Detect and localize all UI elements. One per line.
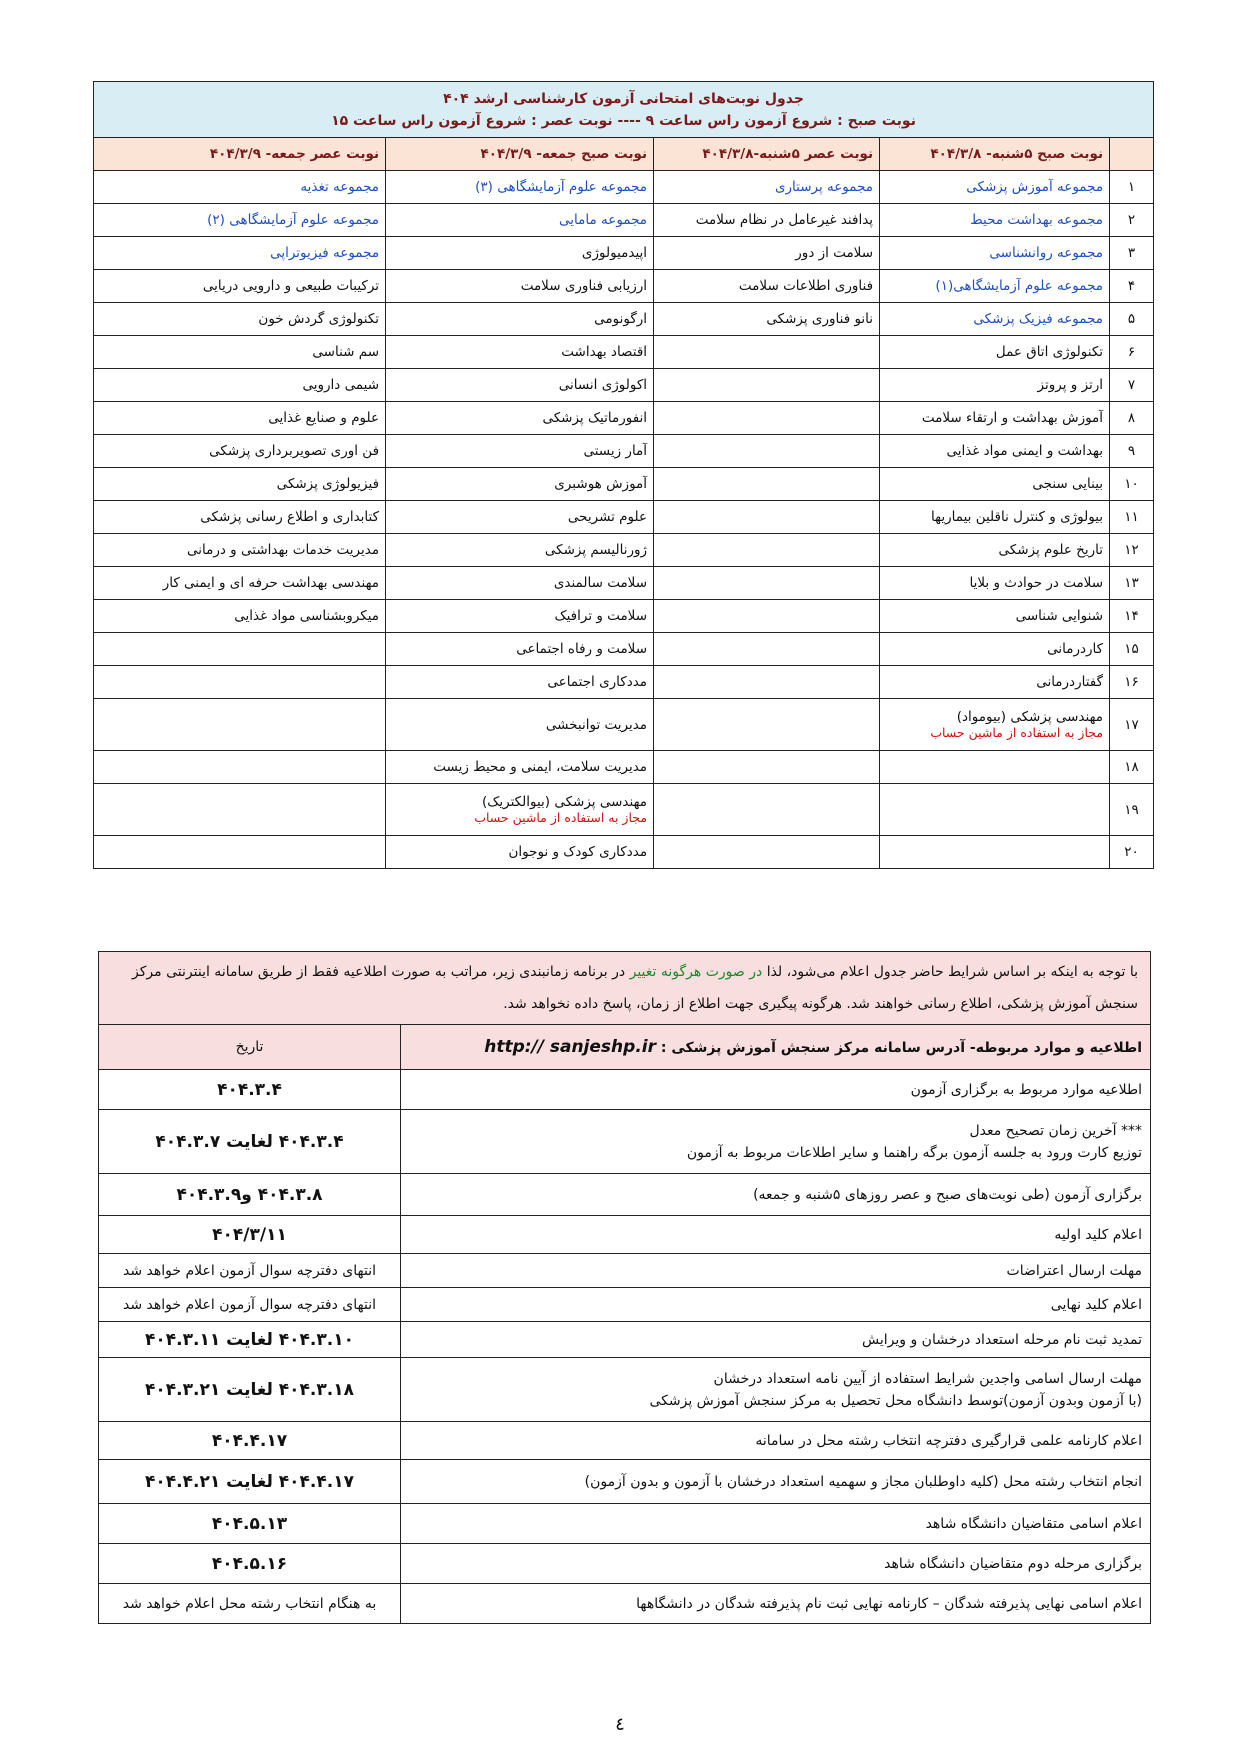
- course-name: انفورماتیک پزشکی: [542, 410, 648, 426]
- schedule-cell: [880, 836, 1110, 869]
- notice-box: [99, 952, 1151, 1025]
- timeline-item-text: انجام انتخاب رشته محل (کلیه داوطلبان مجاز و سهمیه استعداد درخشان با آزمون و بدون آزمون): [584, 1473, 1142, 1490]
- timeline-item-text: برگزاری آزمون (طی نوبت‌های صبح و عصر روزهای ۵شنبه و جمعه): [753, 1186, 1142, 1203]
- schedule-cell: [880, 666, 1110, 699]
- schedule-row: [94, 633, 1154, 666]
- schedule-row: [94, 435, 1154, 468]
- timeline-item-text: مهلت ارسال اعتراضات: [1006, 1262, 1142, 1279]
- schedule-row: [94, 836, 1154, 869]
- schedule-cell: [94, 270, 386, 303]
- row-number: ۹: [1110, 435, 1154, 468]
- timeline-row: [99, 1254, 1151, 1288]
- timeline-item-header: [401, 1025, 1151, 1070]
- row-number: ۱۹: [1110, 784, 1154, 836]
- row-number: ۱۲: [1110, 534, 1154, 567]
- timeline-date: ۴۰۴/۳/۱۱: [99, 1216, 401, 1254]
- timeline-item-text: اعلام کارنامه علمی قرارگیری دفترچه انتخاب رشته محل در سامانه: [755, 1432, 1142, 1449]
- timeline-item: [401, 1504, 1151, 1544]
- timeline-item: [401, 1216, 1151, 1254]
- schedule-cell: [654, 237, 880, 270]
- schedule-row: [94, 567, 1154, 600]
- schedule-cell: [654, 600, 880, 633]
- schedule-cell: [94, 237, 386, 270]
- timeline-date: ۴۰۴.۳.۱۰ لغایت ۴۰۴.۳.۱۱: [99, 1322, 401, 1358]
- schedule-cell: [880, 303, 1110, 336]
- schedule-row: [94, 336, 1154, 369]
- course-name: ارگونومی: [594, 311, 648, 327]
- course-name: تاریخ علوم پزشکی: [998, 542, 1104, 558]
- schedule-cell: [94, 501, 386, 534]
- course-name: بهداشت و ایمنی مواد غذایی: [946, 443, 1104, 459]
- course-name: نانو فناوری پزشکی: [766, 311, 874, 327]
- header-fri-afternoon: نوبت عصر جمعه- ۴۰۴/۳/۹: [94, 138, 386, 171]
- schedule-cell: [94, 204, 386, 237]
- schedule-cell: [654, 534, 880, 567]
- schedule-cell: [386, 501, 654, 534]
- course-name: فیزیولوژی پزشکی: [276, 476, 380, 492]
- schedule-cell: [880, 600, 1110, 633]
- schedule-cell: [386, 699, 654, 751]
- notice-text-a: با توجه به اینکه بر اساس شرایط حاضر جدول اعلام می‌شود، لذا: [766, 964, 1138, 980]
- row-number: ۵: [1110, 303, 1154, 336]
- schedule-cell: [880, 699, 1110, 751]
- course-name: مجموعه علوم آزمایشگاهی (۳): [475, 179, 648, 195]
- timeline-date: انتهای دفترچه سوال آزمون اعلام خواهد شد: [99, 1254, 401, 1288]
- schedule-cell: [654, 836, 880, 869]
- course-name: تکنولوژی اتاق عمل: [995, 344, 1104, 360]
- course-name: گفتاردرمانی: [1036, 674, 1104, 690]
- course-name: مجموعه مامایی: [559, 212, 648, 228]
- schedule-cell: [386, 468, 654, 501]
- course-name: ترکیبات طبیعی و دارویی دریایی: [202, 278, 380, 294]
- schedule-cell: [654, 468, 880, 501]
- schedule-subtitle: نوبت صبح : شروع آزمون راس ساعت ۹ ---- نوبت عصر : شروع آزمون راس ساعت ۱۵: [331, 112, 916, 129]
- timeline-item: [401, 1110, 1151, 1174]
- timeline-header-row: [99, 1025, 1151, 1070]
- course-name: فناوری اطلاعات سلامت: [738, 278, 874, 294]
- course-name: مجموعه بهداشت محیط: [970, 212, 1104, 228]
- course-name: علوم و صنایع غذایی: [268, 410, 380, 426]
- timeline-row: [99, 1216, 1151, 1254]
- course-name: مجموعه آموزش پزشکی: [966, 179, 1104, 195]
- course-name: شیمی دارویی: [302, 377, 380, 393]
- course-name: بیولوژی و کنترل ناقلین بیماریها: [931, 509, 1104, 525]
- row-number: ۱۱: [1110, 501, 1154, 534]
- course-name: تکنولوژی گردش خون: [258, 311, 380, 327]
- schedule-title: جدول نوبت‌های امتحانی آزمون کارشناسی ارشد ۴۰۴: [443, 90, 804, 107]
- schedule-row: [94, 751, 1154, 784]
- schedule-cell: [386, 836, 654, 869]
- row-number: ۱۷: [1110, 699, 1154, 751]
- timeline-date: ۴۰۴.۵.۱۶: [99, 1544, 401, 1584]
- course-name: کاردرمانی: [1047, 641, 1104, 657]
- schedule-cell: [386, 402, 654, 435]
- schedule-cell: [654, 784, 880, 836]
- schedule-cell: [386, 303, 654, 336]
- schedule-row: [94, 237, 1154, 270]
- schedule-cell: [654, 633, 880, 666]
- course-name: مجموعه روانشناسی: [989, 245, 1104, 261]
- course-name: سلامت و رفاه اجتماعی: [516, 641, 648, 657]
- timeline-item-text: اعلام اسامی نهایی پذیرفته شدگان – کارنامه نهایی ثبت نام پذیرفته شدگان در دانشگاهها: [636, 1595, 1142, 1612]
- timeline-date: ۴۰۴.۴.۱۷ لغایت ۴۰۴.۴.۲۱: [99, 1460, 401, 1504]
- course-name: سلامت و ترافیک: [554, 608, 648, 624]
- timeline-item-text: اعلام کلید نهایی: [1050, 1296, 1142, 1313]
- schedule-cell: [880, 237, 1110, 270]
- schedule-cell: [94, 435, 386, 468]
- timeline-item-text: تمدید ثبت نام مرحله استعداد درخشان و ویرایش: [862, 1331, 1142, 1348]
- timeline-row: [99, 1584, 1151, 1624]
- course-name: مددکاری کودک و نوجوان: [508, 844, 648, 860]
- schedule-title-cell: [94, 82, 1154, 138]
- schedule-cell: [94, 699, 386, 751]
- schedule-row: [94, 204, 1154, 237]
- item-header-label: اطلاعیه و موارد مربوطه- آدرس سامانه مرکز سنجش آموزش پزشکی :: [660, 1040, 1142, 1056]
- calculator-note: مجاز به استفاده از ماشین حساب: [474, 810, 648, 825]
- schedule-cell: [386, 600, 654, 633]
- timeline-date: ۴۰۴.۳.۴ لغایت ۴۰۴.۳.۷: [99, 1110, 401, 1174]
- schedule-cell: [880, 369, 1110, 402]
- schedule-row: [94, 784, 1154, 836]
- timeline-date: ۴۰۴.۳.۴: [99, 1070, 401, 1110]
- row-number: ۲: [1110, 204, 1154, 237]
- schedule-cell: [94, 369, 386, 402]
- course-name: اپیدمیولوژی: [581, 245, 648, 261]
- schedule-cell: [654, 501, 880, 534]
- course-name: اکولوژی انسانی: [558, 377, 648, 393]
- schedule-row: [94, 369, 1154, 402]
- schedule-cell: [880, 633, 1110, 666]
- schedule-cell: [386, 784, 654, 836]
- course-name: مدیریت سلامت، ایمنی و محیط زیست: [433, 759, 648, 775]
- course-name: مجموعه تغذیه: [300, 179, 380, 195]
- row-number: ۱۳: [1110, 567, 1154, 600]
- row-number: ۲۰: [1110, 836, 1154, 869]
- course-name: اقتصاد بهداشت: [561, 344, 648, 360]
- timeline-item-text: اطلاعیه موارد مربوط به برگزاری آزمون: [910, 1081, 1142, 1098]
- schedule-cell: [94, 751, 386, 784]
- schedule-cell: [386, 666, 654, 699]
- schedule-cell: [880, 270, 1110, 303]
- timeline-item: [401, 1254, 1151, 1288]
- header-thu-afternoon: نوبت عصر ۵شنبه-۴۰۴/۳/۸: [654, 138, 880, 171]
- schedule-cell: [386, 369, 654, 402]
- course-name: آمار زیستی: [583, 443, 648, 459]
- schedule-cell: [94, 836, 386, 869]
- notice-highlight: در صورت هرگونه تغییر: [629, 964, 763, 980]
- course-name: بینایی سنجی: [1032, 476, 1104, 492]
- schedule-cell: [94, 666, 386, 699]
- timeline-table: [98, 951, 1151, 1624]
- schedule-row: [94, 666, 1154, 699]
- schedule-cell: [386, 435, 654, 468]
- schedule-cell: [94, 600, 386, 633]
- timeline-body: [99, 1070, 1151, 1624]
- schedule-cell: [654, 171, 880, 204]
- notice-text-c: در برنامه زمانبندی زیر، مراتب به صورت اطلاعیه فقط از طریق سامانه اینترنتی مرکز سنجش آموزش پزشکی، اطلاع رسانی خواهند شد. هرگونه پیگیری جهت اطلاع از زمان، پاسخ داده نخواهد شد.: [132, 964, 1138, 1012]
- timeline-date: به هنگام انتخاب رشته محل اعلام خواهد شد: [99, 1584, 401, 1624]
- timeline-item: [401, 1422, 1151, 1460]
- timeline-row: [99, 1174, 1151, 1216]
- timeline-item-text: برگزاری مرحله دوم متقاضیان دانشگاه شاهد: [884, 1555, 1142, 1572]
- schedule-cell: [386, 270, 654, 303]
- timeline-item: [401, 1460, 1151, 1504]
- schedule-body: [94, 171, 1154, 869]
- header-thu-morning: نوبت صبح ۵شنبه- ۴۰۴/۳/۸: [880, 138, 1110, 171]
- course-name: ارتز و پروتز: [1037, 377, 1104, 393]
- schedule-cell: [94, 633, 386, 666]
- timeline-item-text-2: توزیع کارت ورود به جلسه آزمون برگه راهنما و سایر اطلاعات مربوط به آزمون: [686, 1144, 1142, 1161]
- course-name: مددکاری اجتماعی: [547, 674, 648, 690]
- schedule-cell: [386, 171, 654, 204]
- row-number: ۱۴: [1110, 600, 1154, 633]
- schedule-cell: [94, 303, 386, 336]
- schedule-cell: [880, 204, 1110, 237]
- course-name: پدافند غیرعامل در نظام سلامت: [695, 212, 874, 228]
- course-name: میکروبشناسی مواد غذایی: [234, 608, 380, 624]
- schedule-cell: [386, 567, 654, 600]
- row-number: ۱۸: [1110, 751, 1154, 784]
- timeline-date-header: تاریخ: [99, 1025, 401, 1070]
- course-name: ژورنالیسم پزشکی: [544, 542, 648, 558]
- timeline-row: [99, 1358, 1151, 1422]
- timeline-date: ۴۰۴.۵.۱۳: [99, 1504, 401, 1544]
- course-name: مدیریت توانبخشی: [545, 716, 648, 733]
- row-number: ۷: [1110, 369, 1154, 402]
- row-number: ۳: [1110, 237, 1154, 270]
- timeline-item: [401, 1584, 1151, 1624]
- schedule-row: [94, 171, 1154, 204]
- course-name: آموزش بهداشت و ارتقاء سلامت: [921, 410, 1104, 426]
- timeline-item: [401, 1070, 1151, 1110]
- course-name: مدیریت خدمات بهداشتی و درمانی: [187, 542, 380, 558]
- schedule-cell: [654, 204, 880, 237]
- sanjesh-url-link[interactable]: http:// sanjeshp.ir: [484, 1037, 656, 1057]
- timeline-row: [99, 1504, 1151, 1544]
- schedule-cell: [880, 567, 1110, 600]
- schedule-cell: [386, 336, 654, 369]
- timeline-row: [99, 1322, 1151, 1358]
- schedule-row: [94, 402, 1154, 435]
- page-number: ٤: [615, 1714, 625, 1735]
- timeline-item: [401, 1544, 1151, 1584]
- course-name: مجموعه علوم آزمایشگاهی(۱): [935, 278, 1104, 294]
- row-number: ۶: [1110, 336, 1154, 369]
- row-number: ۱۰: [1110, 468, 1154, 501]
- header-fri-morning: نوبت صبح جمعه- ۴۰۴/۳/۹: [386, 138, 654, 171]
- course-name: علوم تشریحی: [567, 509, 648, 525]
- schedule-row: [94, 699, 1154, 751]
- timeline-item-text-2: (با آزمون وبدون آزمون)توسط دانشگاه محل تحصیل به مرکز سنجش آموزش پزشکی: [649, 1392, 1142, 1409]
- timeline-item: [401, 1358, 1151, 1422]
- row-number: ۴: [1110, 270, 1154, 303]
- timeline-row: [99, 1288, 1151, 1322]
- header-number: [1110, 138, 1154, 171]
- schedule-header-row: [94, 138, 1154, 171]
- row-number: ۱۶: [1110, 666, 1154, 699]
- schedule-cell: [94, 468, 386, 501]
- timeline-row: [99, 1422, 1151, 1460]
- timeline-date: ۴۰۴.۳.۱۸ لغایت ۴۰۴.۳.۲۱: [99, 1358, 401, 1422]
- timeline-date: ۴۰۴.۳.۸ و۴۰۴.۳.۹: [99, 1174, 401, 1216]
- schedule-cell: [654, 699, 880, 751]
- course-name: کتابداری و اطلاع رسانی پزشکی: [200, 509, 380, 525]
- schedule-cell: [654, 270, 880, 303]
- course-name: مجموعه فیزیوتراپی: [270, 245, 380, 261]
- timeline-item-text: اعلام کلید اولیه: [1054, 1226, 1142, 1243]
- schedule-cell: [880, 751, 1110, 784]
- course-name: مجموعه علوم آزمایشگاهی (۲): [207, 212, 380, 228]
- timeline-row: [99, 1110, 1151, 1174]
- course-name: سلامت در حوادث و بلایا: [969, 575, 1104, 591]
- schedule-cell: [880, 501, 1110, 534]
- schedule-cell: [94, 534, 386, 567]
- schedule-cell: [94, 567, 386, 600]
- schedule-cell: [654, 369, 880, 402]
- course-name: مهندسی پزشکی (بیوالکتریک): [482, 794, 648, 810]
- exam-schedule-table: [93, 81, 1154, 869]
- schedule-cell: [880, 534, 1110, 567]
- schedule-cell: [654, 666, 880, 699]
- timeline-item: [401, 1288, 1151, 1322]
- schedule-row: [94, 600, 1154, 633]
- schedule-cell: [880, 468, 1110, 501]
- course-name: مهندسی پزشکی (بیومواد): [956, 709, 1104, 725]
- schedule-row: [94, 501, 1154, 534]
- timeline-item-text: مهلت ارسال اسامی واجدین شرایط استفاده از آیین نامه استعداد درخشان: [713, 1370, 1142, 1387]
- schedule-cell: [654, 336, 880, 369]
- calculator-note: مجاز به استفاده از ماشین حساب: [930, 725, 1104, 740]
- schedule-row: [94, 534, 1154, 567]
- timeline-item: [401, 1322, 1151, 1358]
- course-name: سلامت سالمندی: [553, 575, 648, 591]
- schedule-cell: [880, 435, 1110, 468]
- timeline-date: ۴۰۴.۴.۱۷: [99, 1422, 401, 1460]
- schedule-cell: [654, 751, 880, 784]
- timeline-row: [99, 1544, 1151, 1584]
- schedule-cell: [386, 534, 654, 567]
- timeline-row: [99, 1070, 1151, 1110]
- schedule-cell: [386, 633, 654, 666]
- schedule-cell: [386, 751, 654, 784]
- schedule-cell: [94, 336, 386, 369]
- schedule-cell: [880, 336, 1110, 369]
- timeline-date: انتهای دفترچه سوال آزمون اعلام خواهد شد: [99, 1288, 401, 1322]
- timeline-item-text: اعلام اسامی متقاضیان دانشگاه شاهد: [925, 1515, 1142, 1532]
- course-name: شنوایی شناسی: [1015, 608, 1104, 624]
- schedule-cell: [654, 567, 880, 600]
- schedule-cell: [386, 204, 654, 237]
- row-number: ۱: [1110, 171, 1154, 204]
- row-number: ۸: [1110, 402, 1154, 435]
- timeline-item: [401, 1174, 1151, 1216]
- schedule-cell: [654, 303, 880, 336]
- schedule-cell: [880, 402, 1110, 435]
- course-name: سم شناسی: [312, 344, 380, 360]
- schedule-cell: [880, 784, 1110, 836]
- schedule-cell: [880, 171, 1110, 204]
- schedule-cell: [94, 171, 386, 204]
- schedule-row: [94, 270, 1154, 303]
- schedule-cell: [94, 402, 386, 435]
- schedule-row: [94, 303, 1154, 336]
- timeline-row: [99, 1460, 1151, 1504]
- timeline-item-text: *** آخرین زمان تصحیح معدل: [969, 1122, 1142, 1139]
- course-name: فن اوری تصویربرداری پزشکی: [209, 443, 380, 459]
- schedule-cell: [654, 435, 880, 468]
- course-name: ارزیابی فناوری سلامت: [520, 278, 648, 294]
- course-name: مجموعه فیزیک پزشکی: [973, 311, 1104, 327]
- course-name: مهندسی بهداشت حرفه ای و ایمنی کار: [162, 575, 380, 591]
- row-number: ۱۵: [1110, 633, 1154, 666]
- schedule-cell: [386, 237, 654, 270]
- course-name: سلامت از دور: [795, 245, 874, 261]
- course-name: مجموعه پرستاری: [774, 179, 874, 195]
- schedule-row: [94, 468, 1154, 501]
- schedule-cell: [94, 784, 386, 836]
- schedule-cell: [654, 402, 880, 435]
- course-name: آموزش هوشبری: [554, 476, 648, 492]
